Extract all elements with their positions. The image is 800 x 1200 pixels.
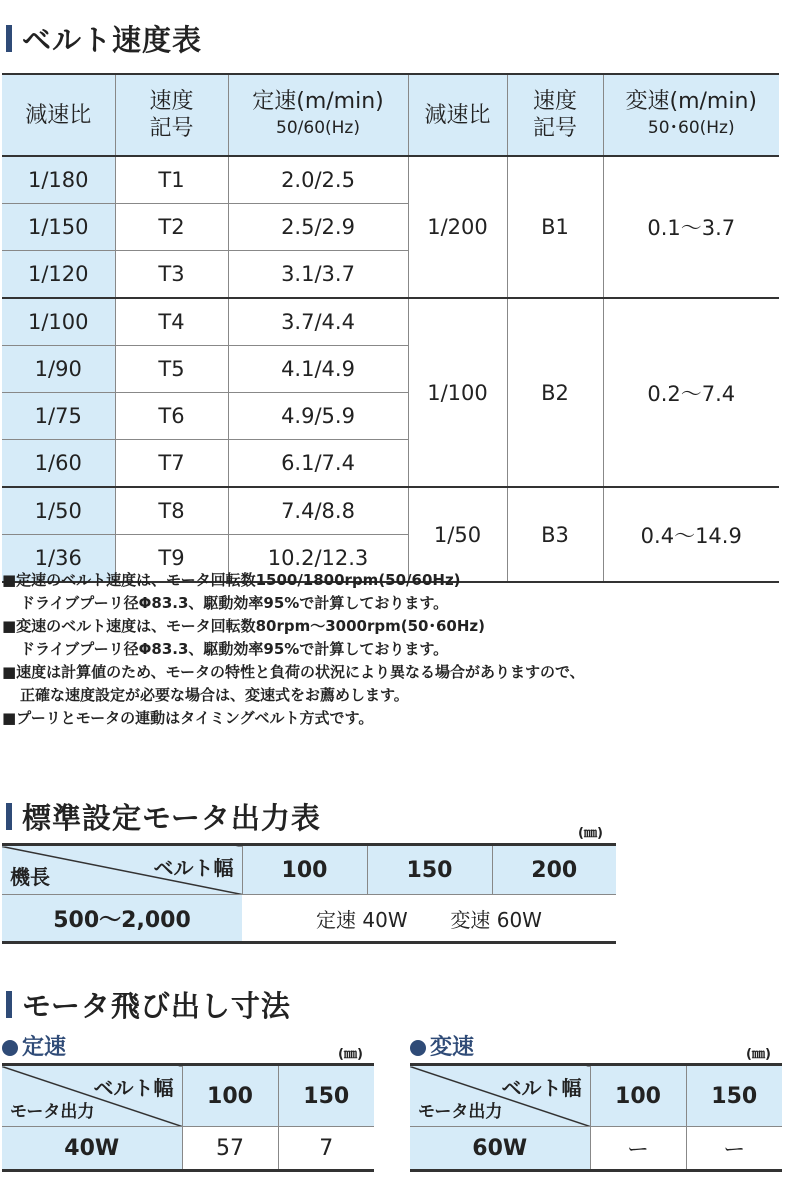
var-value: 60W [496, 907, 542, 932]
width-header: 150 [367, 845, 492, 895]
code-cell: T4 [115, 298, 228, 346]
diag-top-label: ベルト幅 [93, 1076, 174, 1100]
table-header-row [2, 1065, 374, 1127]
speed-cell: 4.1/4.9 [228, 346, 408, 393]
title-bar-icon [6, 991, 12, 1018]
header-code2-line1: 速度 [532, 89, 577, 114]
table-row [2, 487, 779, 535]
width-header: 150 [686, 1065, 782, 1127]
speed-cell: 3.1/3.7 [228, 251, 408, 299]
diag-top-label: ベルト幅 [153, 856, 234, 880]
motor-cell: 40W [2, 1127, 182, 1171]
variable-unit: (㎜) [746, 1047, 771, 1062]
ratio-cell: 1/120 [2, 251, 115, 299]
header-var-speed [603, 74, 779, 156]
table-row [2, 156, 779, 204]
note-line: ■速度は計算値のため、モータの特性と負荷の状況により異なる場合がありますので、 [2, 663, 585, 681]
ratio-cell: 1/75 [2, 393, 115, 440]
speed-cell: 10.2/12.3 [228, 535, 408, 583]
value-cell: ー [590, 1127, 686, 1171]
header-const-speed [228, 74, 408, 156]
note-line: ドライブプーリ径Φ83.3、駆動効率95%で計算しております。 [20, 594, 449, 612]
header-var-line2: 50･60(Hz) [647, 118, 735, 138]
value-cell: ー [686, 1127, 782, 1171]
constant-projection-table [2, 1063, 374, 1172]
code-cell: T8 [115, 487, 228, 535]
diag-bottom-label: モータ出力 [418, 1102, 503, 1122]
table-row [2, 1127, 374, 1171]
note-line: ■プーリとモータの連動はタイミングベルト方式です。 [2, 709, 374, 727]
code-cell: T9 [115, 535, 228, 583]
ratio-cell: 1/150 [2, 204, 115, 251]
header-code-line2: 記号 [149, 116, 194, 141]
notes [2, 569, 792, 730]
var-ratio-cell: 1/100 [408, 298, 507, 487]
projection-title [6, 984, 291, 1025]
table-row [410, 1127, 782, 1171]
header-ratio: 減速比 [2, 74, 115, 156]
header-code-line1: 速度 [149, 89, 194, 114]
width-header: 200 [492, 845, 616, 895]
width-header: 100 [590, 1065, 686, 1127]
output-values-cell [242, 895, 616, 943]
var-range-cell: 0.1〜3.7 [603, 156, 779, 298]
ratio-cell: 1/60 [2, 440, 115, 488]
belt-speed-title-text: ベルト速度表 [22, 23, 203, 57]
diag-top-label: ベルト幅 [501, 1076, 582, 1100]
speed-cell: 4.9/5.9 [228, 393, 408, 440]
ratio-cell: 1/50 [2, 487, 115, 535]
table-header-row [2, 845, 616, 895]
diagonal-header [2, 1065, 182, 1127]
var-range-cell: 0.4〜14.9 [603, 487, 779, 582]
header-code2-line2: 記号 [532, 116, 577, 141]
diagonal-header [2, 845, 242, 895]
width-header: 100 [182, 1065, 278, 1127]
var-code-cell: B3 [507, 487, 603, 582]
note-line: 正確な速度設定が必要な場合は、変速式をお薦めします。 [20, 686, 409, 704]
var-code-cell: B1 [507, 156, 603, 298]
var-range-cell: 0.2〜7.4 [603, 298, 779, 487]
width-header: 100 [242, 845, 367, 895]
belt-speed-table [2, 73, 779, 583]
header-ratio2: 減速比 [408, 74, 507, 156]
constant-unit: (㎜) [338, 1047, 363, 1062]
value-cell: 7 [278, 1127, 374, 1171]
table-header-row [2, 74, 779, 156]
title-bar-icon [6, 803, 12, 830]
speed-cell: 2.0/2.5 [228, 156, 408, 204]
width-header: 150 [278, 1065, 374, 1127]
code-cell: T5 [115, 346, 228, 393]
table-row [2, 298, 779, 346]
speed-cell: 7.4/8.8 [228, 487, 408, 535]
diagonal-header [410, 1065, 590, 1127]
code-cell: T3 [115, 251, 228, 299]
diag-bottom-label: モータ出力 [10, 1102, 95, 1122]
header-var-line1: 変速(m/min) [625, 89, 757, 114]
speed-cell: 3.7/4.4 [228, 298, 408, 346]
constant-label: 定速 [22, 1035, 67, 1060]
const-value: 40W [362, 907, 408, 932]
table-header-row [410, 1065, 782, 1127]
motor-output-title-text: 標準設定モータ出力表 [22, 801, 321, 835]
motor-output-unit: (㎜) [578, 826, 603, 841]
note-line: ドライブプーリ径Φ83.3、駆動効率95%で計算しております。 [20, 640, 449, 658]
table-row [2, 895, 616, 943]
code-cell: T1 [115, 156, 228, 204]
belt-speed-title [6, 18, 202, 59]
speed-cell: 2.5/2.9 [228, 204, 408, 251]
header-const-line1: 定速(m/min) [252, 89, 384, 114]
value-cell: 57 [182, 1127, 278, 1171]
speed-cell: 6.1/7.4 [228, 440, 408, 488]
constant-subtitle [2, 1030, 66, 1061]
ratio-cell: 1/90 [2, 346, 115, 393]
code-cell: T7 [115, 440, 228, 488]
ratio-cell: 1/180 [2, 156, 115, 204]
projection-title-text: モータ飛び出し寸法 [22, 989, 291, 1023]
bullet-dot-icon [2, 1040, 18, 1056]
motor-output-title [6, 796, 321, 837]
code-cell: T2 [115, 204, 228, 251]
note-line: ■変速のベルト速度は、モータ回転数80rpm〜3000rpm(50･60Hz) [2, 617, 485, 635]
header-code2 [507, 74, 603, 156]
header-const-line2: 50/60(Hz) [276, 118, 360, 138]
diag-bottom-label: 機長 [10, 865, 50, 889]
const-label: 定速 [316, 907, 357, 932]
var-ratio-cell: 1/50 [408, 487, 507, 582]
variable-subtitle [410, 1030, 474, 1061]
ratio-cell: 1/36 [2, 535, 115, 583]
var-ratio-cell: 1/200 [408, 156, 507, 298]
code-cell: T6 [115, 393, 228, 440]
variable-projection-table [410, 1063, 782, 1172]
motor-output-table [2, 843, 616, 944]
header-code [115, 74, 228, 156]
title-bar-icon [6, 25, 12, 52]
var-label: 変速 [450, 907, 491, 932]
variable-label: 変速 [430, 1035, 475, 1060]
bullet-dot-icon [410, 1040, 426, 1056]
motor-cell: 60W [410, 1127, 590, 1171]
note-line: ■定速のベルト速度は、モータ回転数1500/1800rpm(50/60Hz) [2, 571, 461, 589]
var-code-cell: B2 [507, 298, 603, 487]
ratio-cell: 1/100 [2, 298, 115, 346]
length-cell: 500〜2,000 [2, 895, 242, 943]
